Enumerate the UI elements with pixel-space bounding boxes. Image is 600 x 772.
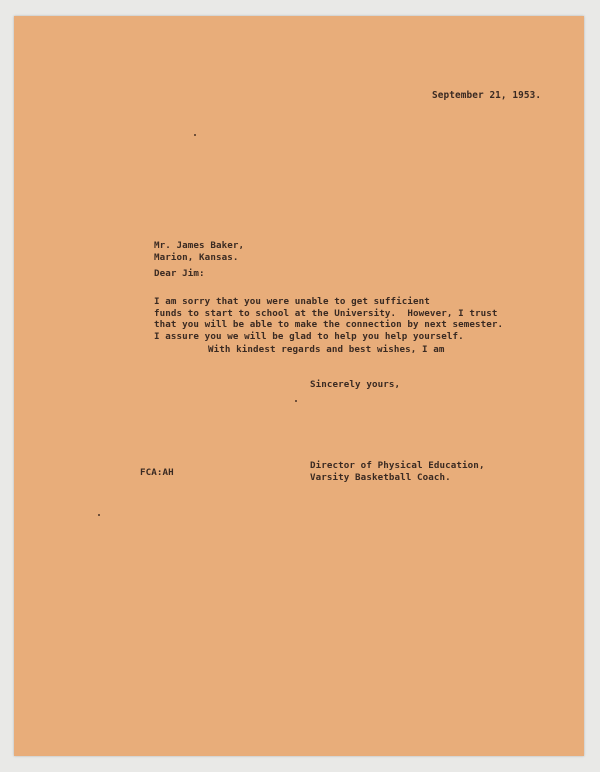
letter-page [14,16,584,756]
body-paragraph-1: I am sorry that you were unable to get sufficient funds to start to school at the University. However, I trust that you will be able to make the connection by next semester. I assure you we will be glad to help you help yourself. [154,296,504,343]
recipient-name: Mr. James Baker, [154,240,245,251]
signature-title-2: Varsity Basketball Coach. [310,472,451,483]
complimentary-closing: Sincerely yours, [310,379,401,390]
reference-initials: FCA:AH [140,467,174,478]
paper-speck [194,134,196,136]
salutation: Dear Jim: [154,268,205,279]
paper-speck [98,514,100,516]
body-paragraph-2: With kindest regards and best wishes, I am [208,344,445,355]
recipient-location: Marion, Kansas. [154,252,239,263]
paper-speck [295,400,297,402]
letter-date: September 21, 1953. [432,90,542,101]
signature-title-1: Director of Physical Education, [310,460,485,471]
